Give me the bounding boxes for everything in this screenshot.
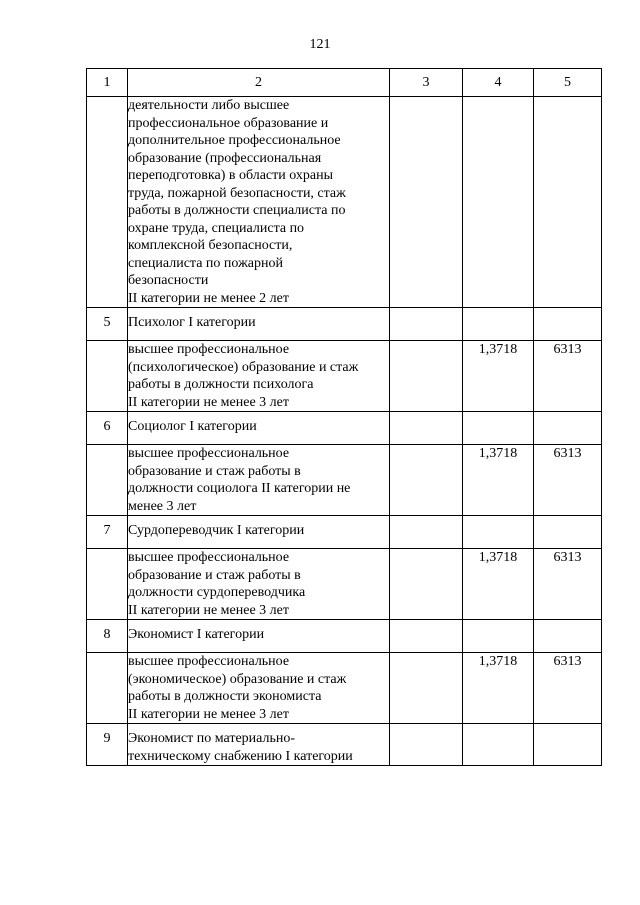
row-number-cell: 7 bbox=[87, 516, 128, 549]
description-line: высшее профессиональное bbox=[128, 550, 290, 565]
row-description-cell bbox=[128, 653, 390, 724]
description-line: образование и стаж работы в bbox=[128, 567, 301, 583]
row-coefficient-cell: 1,3718 bbox=[463, 653, 534, 724]
description-line: техническому снабжению I категории bbox=[128, 748, 353, 764]
description-line: высшее профессиональное bbox=[128, 446, 290, 461]
row-col3-cell bbox=[390, 516, 463, 549]
header-col-3: 3 bbox=[390, 69, 463, 97]
description-line: комплексной безопасности, bbox=[128, 238, 293, 253]
qualification-table bbox=[86, 68, 602, 766]
row-col3-cell bbox=[390, 549, 463, 620]
description-line: специалиста по пожарной bbox=[128, 255, 283, 271]
row-number-cell bbox=[87, 653, 128, 724]
row-col3-cell bbox=[390, 445, 463, 516]
row-coefficient-cell: 1,3718 bbox=[463, 549, 534, 620]
description-line: работы в должности специалиста по bbox=[128, 203, 346, 218]
header-col-5: 5 bbox=[534, 69, 602, 97]
description-line: II категории не менее 3 лет bbox=[128, 706, 289, 722]
description-line: труда, пожарной безопасности, стаж bbox=[128, 185, 346, 201]
row-coefficient-cell: 1,3718 bbox=[463, 445, 534, 516]
row-col3-cell bbox=[390, 308, 463, 341]
table-row bbox=[87, 516, 602, 549]
row-number-cell bbox=[87, 341, 128, 412]
row-description-cell bbox=[128, 549, 390, 620]
description-line: охране труда, специалиста по bbox=[128, 220, 305, 236]
table-row bbox=[87, 620, 602, 653]
row-number-cell bbox=[87, 445, 128, 516]
row-description-cell bbox=[128, 341, 390, 412]
table-row bbox=[87, 341, 602, 412]
table-row bbox=[87, 549, 602, 620]
row-number-cell: 8 bbox=[87, 620, 128, 653]
table-header-row bbox=[87, 69, 602, 97]
description-line: дополнительное профессиональное bbox=[128, 133, 341, 148]
row-salary-cell: 6313 bbox=[534, 653, 602, 724]
page-number: 121 bbox=[309, 37, 331, 52]
row-col3-cell bbox=[390, 341, 463, 412]
row-salary-cell bbox=[534, 412, 602, 445]
row-salary-cell bbox=[534, 308, 602, 341]
row-coefficient-cell bbox=[463, 308, 534, 341]
description-line: переподготовка) в области охраны bbox=[128, 168, 334, 183]
description-line: II категории не менее 3 лет bbox=[128, 394, 289, 410]
row-description-cell bbox=[128, 308, 390, 341]
header-col-2: 2 bbox=[128, 69, 390, 97]
row-coefficient-cell bbox=[463, 620, 534, 653]
description-line: (психологическое) образование и стаж bbox=[128, 359, 359, 375]
description-line: должности сурдопереводчика bbox=[128, 585, 306, 600]
table-row bbox=[87, 412, 602, 445]
table-row bbox=[87, 653, 602, 724]
row-coefficient-cell bbox=[463, 516, 534, 549]
row-coefficient-cell: 1,3718 bbox=[463, 341, 534, 412]
row-salary-cell: 6313 bbox=[534, 445, 602, 516]
row-number-cell: 9 bbox=[87, 724, 128, 766]
description-line: II категории не менее 3 лет bbox=[128, 602, 289, 618]
row-description-cell bbox=[128, 724, 390, 766]
table-row bbox=[87, 308, 602, 341]
row-salary-cell: 6313 bbox=[534, 341, 602, 412]
row-description-cell bbox=[128, 445, 390, 516]
description-line: должности социолога II категории не bbox=[128, 481, 351, 496]
description-line: деятельности либо высшее bbox=[128, 98, 290, 113]
row-number-cell: 5 bbox=[87, 308, 128, 341]
description-line: Сурдопереводчик I категории bbox=[128, 523, 305, 538]
row-description-cell bbox=[128, 412, 390, 445]
description-line: образование и стаж работы в bbox=[128, 463, 301, 479]
description-line: профессиональное образование и bbox=[128, 115, 329, 131]
row-salary-cell: 6313 bbox=[534, 549, 602, 620]
row-col3-cell bbox=[390, 97, 463, 308]
row-number-cell bbox=[87, 549, 128, 620]
description-line: менее 3 лет bbox=[128, 498, 197, 514]
row-salary-cell bbox=[534, 97, 602, 308]
header-col-4: 4 bbox=[463, 69, 534, 97]
row-description-cell bbox=[128, 516, 390, 549]
row-number-cell bbox=[87, 97, 128, 308]
row-coefficient-cell bbox=[463, 97, 534, 308]
description-line: высшее профессиональное bbox=[128, 654, 290, 669]
row-coefficient-cell bbox=[463, 412, 534, 445]
description-line: Психолог I категории bbox=[128, 315, 256, 330]
row-description-cell bbox=[128, 97, 390, 308]
row-col3-cell bbox=[390, 724, 463, 766]
row-col3-cell bbox=[390, 412, 463, 445]
table-row bbox=[87, 97, 602, 308]
description-line: работы в должности экономиста bbox=[128, 689, 322, 704]
row-description-cell bbox=[128, 620, 390, 653]
description-line: Экономист по материально- bbox=[128, 731, 296, 746]
table-row bbox=[87, 445, 602, 516]
description-line: высшее профессиональное bbox=[128, 342, 290, 357]
description-line: (экономическое) образование и стаж bbox=[128, 671, 347, 687]
row-salary-cell bbox=[534, 724, 602, 766]
row-col3-cell bbox=[390, 653, 463, 724]
row-coefficient-cell bbox=[463, 724, 534, 766]
description-line: работы в должности психолога bbox=[128, 377, 314, 392]
row-salary-cell bbox=[534, 620, 602, 653]
description-line: Экономист I категории bbox=[128, 627, 265, 642]
header-col-1: 1 bbox=[87, 69, 128, 97]
row-number-cell: 6 bbox=[87, 412, 128, 445]
description-line: безопасности bbox=[128, 273, 209, 288]
description-line: II категории не менее 2 лет bbox=[128, 290, 289, 306]
row-col3-cell bbox=[390, 620, 463, 653]
row-salary-cell bbox=[534, 516, 602, 549]
description-line: Социолог I категории bbox=[128, 419, 257, 434]
description-line: образование (профессиональная bbox=[128, 150, 322, 166]
table-row bbox=[87, 724, 602, 766]
